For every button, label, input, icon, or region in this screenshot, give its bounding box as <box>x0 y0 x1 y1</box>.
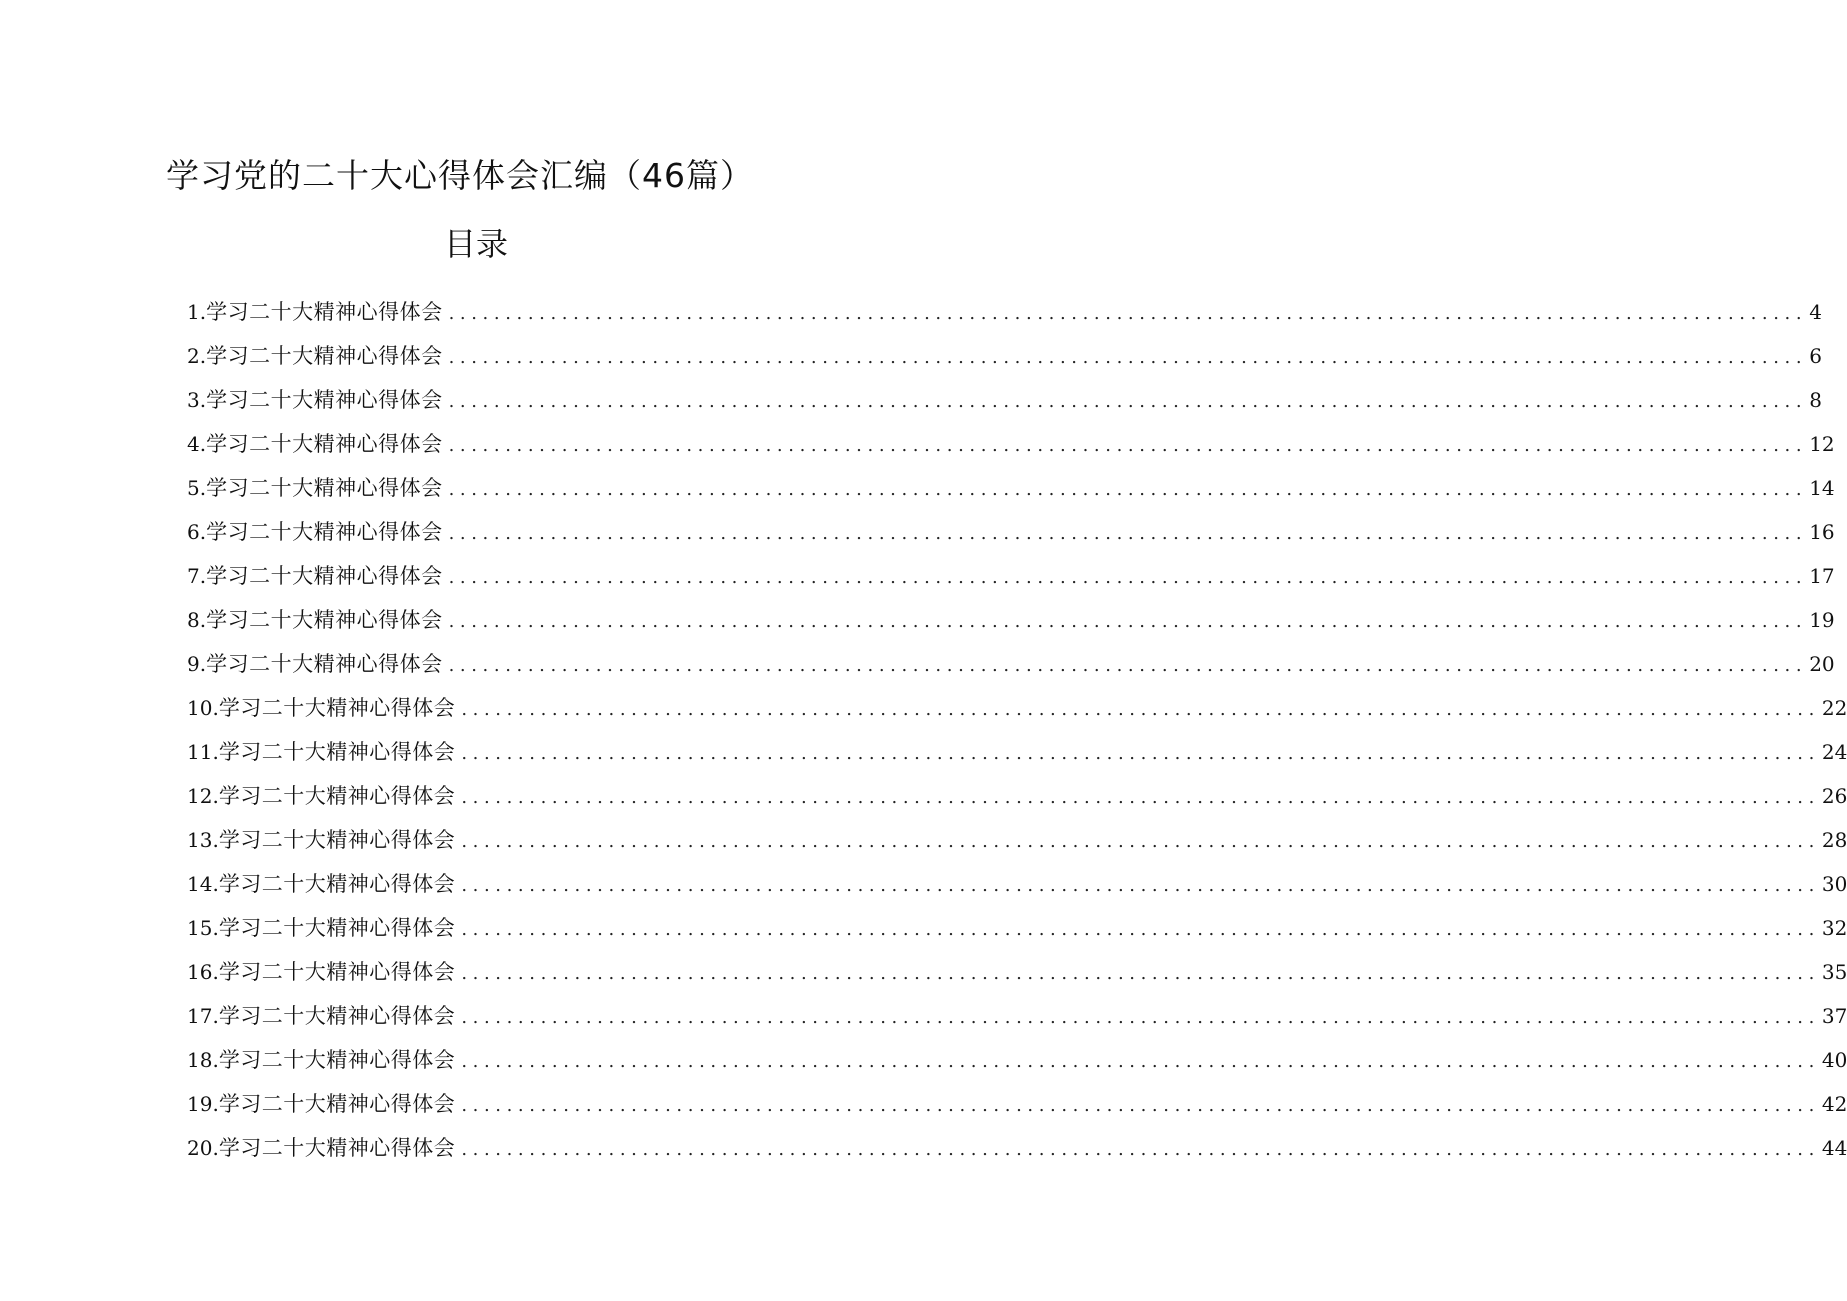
toc-entry[interactable] <box>187 818 1847 862</box>
toc-entry-separator: . <box>199 344 207 368</box>
toc-dot-leader: ........................................................................................................................ <box>461 831 1820 852</box>
toc-entry-page: 26 <box>1821 784 1847 808</box>
toc-entry-separator: . <box>199 300 207 324</box>
toc-entry-number: 7 <box>187 564 200 588</box>
toc-entry-separator: . <box>199 520 207 544</box>
toc-entry-title: 学习二十大精神心得体会 <box>206 388 443 412</box>
toc-entry-title: 学习二十大精神心得体会 <box>206 432 443 456</box>
toc-entry-page: 17 <box>1809 564 1835 588</box>
toc-entry-number: 6 <box>187 520 200 544</box>
toc-entry-title: 学习二十大精神心得体会 <box>206 564 443 588</box>
toc-entry-title: 学习二十大精神心得体会 <box>218 740 456 764</box>
toc-entry-separator: . <box>212 1092 219 1116</box>
toc-dot-leader: ........................................................................................................................ <box>461 875 1820 896</box>
toc-entry-number: 13 <box>187 828 213 852</box>
toc-entry[interactable] <box>187 378 1822 422</box>
toc-entry[interactable] <box>187 906 1847 950</box>
toc-dot-leader: ........................................................................................................................ <box>448 655 1808 676</box>
toc-entry-separator: . <box>212 916 219 940</box>
toc-entry-number: 10 <box>187 696 213 720</box>
toc-dot-leader: ........................................................................................................................ <box>461 1139 1820 1160</box>
toc-entry[interactable] <box>187 1082 1847 1126</box>
toc-entry-separator: . <box>212 740 219 764</box>
table-of-contents <box>187 290 1847 1170</box>
toc-entry-number: 1 <box>187 300 200 324</box>
toc-entry-title: 学习二十大精神心得体会 <box>206 652 443 676</box>
toc-dot-leader: ........................................................................................................................ <box>461 787 1820 808</box>
toc-entry-number: 18 <box>187 1048 213 1072</box>
toc-entry-title: 学习二十大精神心得体会 <box>218 784 456 808</box>
toc-entry-page: 32 <box>1821 916 1847 940</box>
toc-entry[interactable] <box>187 422 1835 466</box>
toc-entry-number: 20 <box>187 1136 213 1160</box>
toc-entry-number: 9 <box>187 652 200 676</box>
toc-entry-number: 17 <box>187 1004 213 1028</box>
toc-entry-page: 14 <box>1809 476 1835 500</box>
toc-entry-separator: . <box>199 564 207 588</box>
toc-entry-page: 4 <box>1809 300 1822 324</box>
toc-dot-leader: ........................................................................................................................ <box>448 347 1808 368</box>
toc-entry-title: 学习二十大精神心得体会 <box>218 1004 456 1028</box>
toc-entry[interactable] <box>187 950 1847 994</box>
toc-entry-page: 30 <box>1821 872 1847 896</box>
toc-entry-page: 12 <box>1809 432 1835 456</box>
toc-entry-separator: . <box>199 652 207 676</box>
toc-entry-number: 14 <box>187 872 213 896</box>
toc-entry-page: 19 <box>1809 608 1835 632</box>
toc-dot-leader: ........................................................................................................................ <box>448 567 1808 588</box>
toc-entry-separator: . <box>212 828 219 852</box>
toc-entry[interactable] <box>187 510 1835 554</box>
toc-entry-number: 5 <box>187 476 200 500</box>
toc-dot-leader: ........................................................................................................................ <box>448 611 1808 632</box>
toc-entry-page: 20 <box>1809 652 1835 676</box>
toc-entry-page: 16 <box>1809 520 1835 544</box>
toc-entry-title: 学习二十大精神心得体会 <box>206 476 443 500</box>
toc-entry-page: 22 <box>1821 696 1847 720</box>
toc-entry-title: 学习二十大精神心得体会 <box>206 608 443 632</box>
toc-entry-title: 学习二十大精神心得体会 <box>218 1136 456 1160</box>
toc-entry[interactable] <box>187 1126 1847 1170</box>
toc-entry-page: 6 <box>1809 344 1822 368</box>
toc-entry-separator: . <box>199 476 207 500</box>
toc-entry-title: 学习二十大精神心得体会 <box>206 300 443 324</box>
toc-entry-number: 8 <box>187 608 200 632</box>
toc-entry-title: 学习二十大精神心得体会 <box>218 1092 456 1116</box>
toc-entry[interactable] <box>187 862 1847 906</box>
toc-entry-separator: . <box>212 960 219 984</box>
toc-entry-number: 4 <box>187 432 200 456</box>
toc-entry-separator: . <box>212 1136 219 1160</box>
toc-entry-page: 28 <box>1821 828 1847 852</box>
toc-dot-leader: ........................................................................................................................ <box>461 1051 1820 1072</box>
toc-entry-number: 3 <box>187 388 200 412</box>
toc-entry-title: 学习二十大精神心得体会 <box>218 872 456 896</box>
toc-entry-number: 15 <box>187 916 213 940</box>
toc-entry-page: 42 <box>1821 1092 1847 1116</box>
toc-dot-leader: ........................................................................................................................ <box>448 479 1808 500</box>
toc-entry-number: 19 <box>187 1092 213 1116</box>
toc-entry-separator: . <box>212 784 219 808</box>
toc-entry[interactable] <box>187 774 1847 818</box>
toc-dot-leader: ........................................................................................................................ <box>461 919 1820 940</box>
toc-entry-title: 学习二十大精神心得体会 <box>218 916 456 940</box>
toc-entry-page: 44 <box>1821 1136 1847 1160</box>
toc-dot-leader: ........................................................................................................................ <box>448 303 1808 324</box>
toc-entry[interactable] <box>187 466 1835 510</box>
toc-entry-title: 学习二十大精神心得体会 <box>218 828 456 852</box>
toc-entry-separator: . <box>212 872 219 896</box>
toc-entry[interactable] <box>187 290 1822 334</box>
toc-entry-title: 学习二十大精神心得体会 <box>218 1048 456 1072</box>
toc-entry-title: 学习二十大精神心得体会 <box>218 960 456 984</box>
toc-entry-page: 8 <box>1809 388 1822 412</box>
toc-dot-leader: ........................................................................................................................ <box>448 523 1808 544</box>
toc-dot-leader: ........................................................................................................................ <box>448 391 1808 412</box>
toc-dot-leader: ........................................................................................................................ <box>461 1007 1820 1028</box>
toc-entry-title: 学习二十大精神心得体会 <box>206 520 443 544</box>
toc-entry[interactable] <box>187 1038 1847 1082</box>
toc-entry-page: 24 <box>1821 740 1847 764</box>
toc-entry-separator: . <box>212 696 219 720</box>
toc-entry[interactable] <box>187 554 1835 598</box>
toc-entry-number: 16 <box>187 960 213 984</box>
toc-entry[interactable] <box>187 686 1847 730</box>
toc-dot-leader: ........................................................................................................................ <box>461 699 1820 720</box>
toc-heading: 目录 <box>443 225 508 263</box>
toc-dot-leader: ........................................................................................................................ <box>461 1095 1820 1116</box>
toc-entry[interactable] <box>187 730 1847 774</box>
toc-entry-separator: . <box>199 388 207 412</box>
toc-entry-page: 40 <box>1821 1048 1847 1072</box>
toc-entry-number: 11 <box>187 740 213 764</box>
toc-entry-separator: . <box>199 432 207 456</box>
toc-entry-number: 12 <box>187 784 213 808</box>
toc-entry-separator: . <box>212 1004 219 1028</box>
toc-entry[interactable] <box>187 334 1822 378</box>
document-title: 学习党的二十大心得体会汇编（46篇） <box>166 156 754 195</box>
toc-entry[interactable] <box>187 642 1835 686</box>
toc-entry-page: 37 <box>1821 1004 1847 1028</box>
toc-entry[interactable] <box>187 598 1835 642</box>
toc-dot-leader: ........................................................................................................................ <box>461 963 1820 984</box>
toc-dot-leader: ........................................................................................................................ <box>448 435 1808 456</box>
toc-entry-separator: . <box>212 1048 219 1072</box>
toc-entry[interactable] <box>187 994 1847 1038</box>
toc-entry-separator: . <box>199 608 207 632</box>
toc-dot-leader: ........................................................................................................................ <box>461 743 1820 764</box>
toc-entry-title: 学习二十大精神心得体会 <box>218 696 456 720</box>
toc-entry-page: 35 <box>1821 960 1847 984</box>
toc-entry-number: 2 <box>187 344 200 368</box>
toc-entry-title: 学习二十大精神心得体会 <box>206 344 443 368</box>
